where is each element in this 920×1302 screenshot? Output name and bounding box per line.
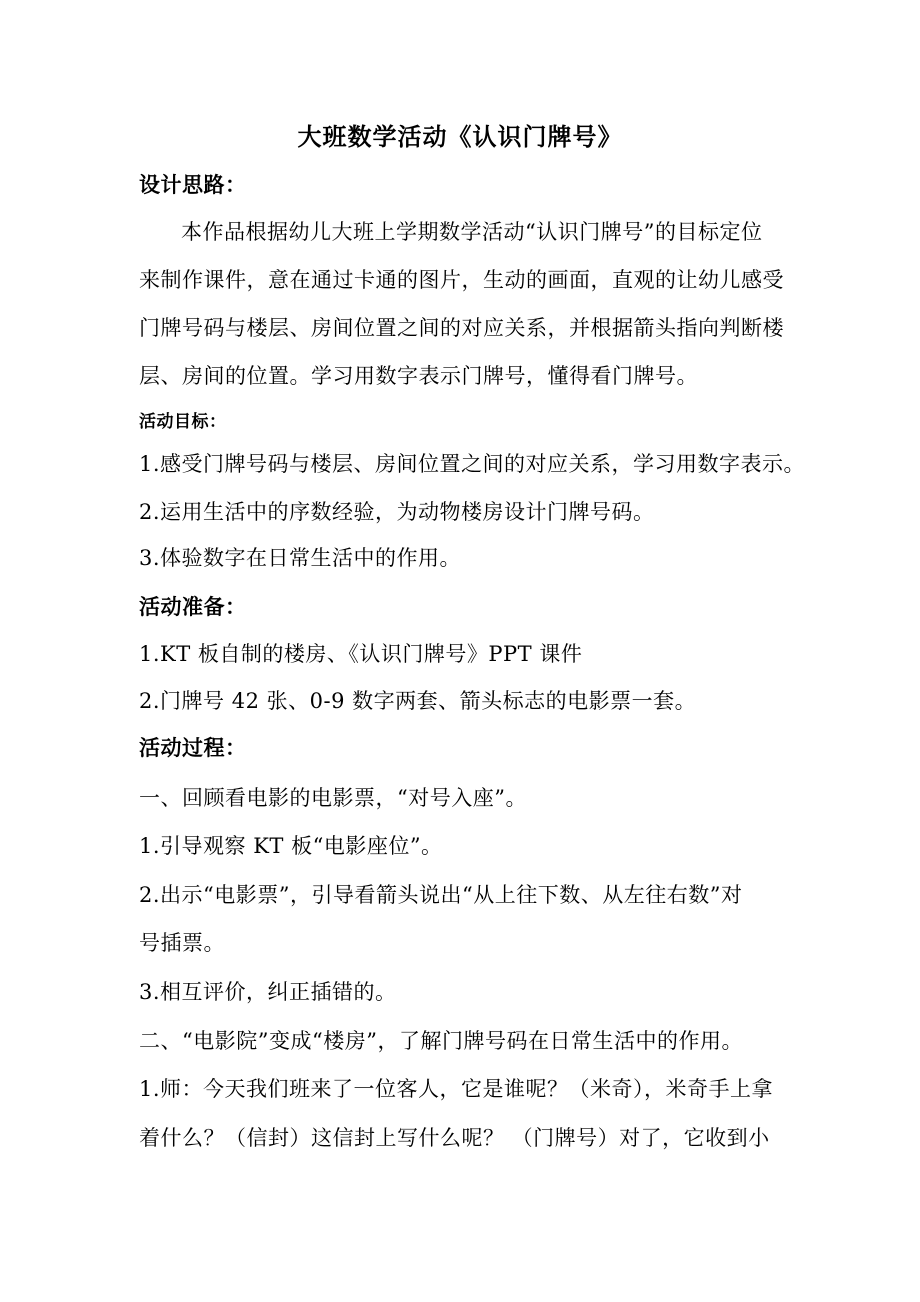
process-line: 二、“电影院”变成“楼房”，了解门牌号码在日常生活中的作用。 bbox=[139, 1029, 743, 1053]
design-paragraph-line: 本作品根据幼儿大班上学期数学活动“认识门牌号”的目标定位 bbox=[181, 220, 763, 244]
design-paragraph-line: 门牌号码与楼层、房间位置之间的对应关系，并根据箭头指向判断楼 bbox=[139, 316, 784, 340]
process-line: 着什么？（信封）这信封上写什么呢？ （门牌号）对了，它收到小 bbox=[139, 1126, 770, 1150]
process-line: 1.引导观察 KT 板“电影座位”。 bbox=[139, 834, 443, 858]
process-heading: 活动过程： bbox=[139, 735, 247, 760]
design-heading: 设计思路： bbox=[139, 172, 247, 197]
preparation-item: 1.KT 板自制的楼房、《认识门牌号》PPT 课件 bbox=[139, 642, 583, 666]
process-line: 2.出示“电影票”，引导看箭头说出“从上往下数、从左往右数”对 bbox=[139, 883, 743, 907]
process-line: 1.师：今天我们班来了一位客人，它是谁呢？（米奇），米奇手上拿 bbox=[139, 1077, 774, 1101]
document-title: 大班数学活动《认识门牌号》 bbox=[297, 122, 623, 151]
preparation-heading: 活动准备： bbox=[139, 594, 247, 619]
process-line: 一、回顾看电影的电影票，“对号入座”。 bbox=[139, 786, 527, 810]
process-line: 3.相互评价，纠正插错的。 bbox=[139, 980, 397, 1004]
process-line: 号插票。 bbox=[139, 931, 225, 955]
preparation-item: 2.门牌号 42 张、0-9 数字两套、箭头标志的电影票一套。 bbox=[139, 689, 697, 713]
design-paragraph-line: 层、房间的位置。学习用数字表示门牌号，懂得看门牌号。 bbox=[139, 364, 698, 388]
goals-heading: 活动目标： bbox=[139, 412, 227, 432]
goal-item: 1.感受门牌号码与楼层、房间位置之间的对应关系，学习用数字表示。 bbox=[139, 452, 806, 476]
goal-item: 3.体验数字在日常生活中的作用。 bbox=[139, 546, 462, 570]
goal-item: 2.运用生活中的序数经验，为动物楼房设计门牌号码。 bbox=[139, 500, 655, 524]
design-paragraph-line: 来制作课件，意在通过卡通的图片，生动的画面，直观的让幼儿感受 bbox=[139, 268, 784, 292]
